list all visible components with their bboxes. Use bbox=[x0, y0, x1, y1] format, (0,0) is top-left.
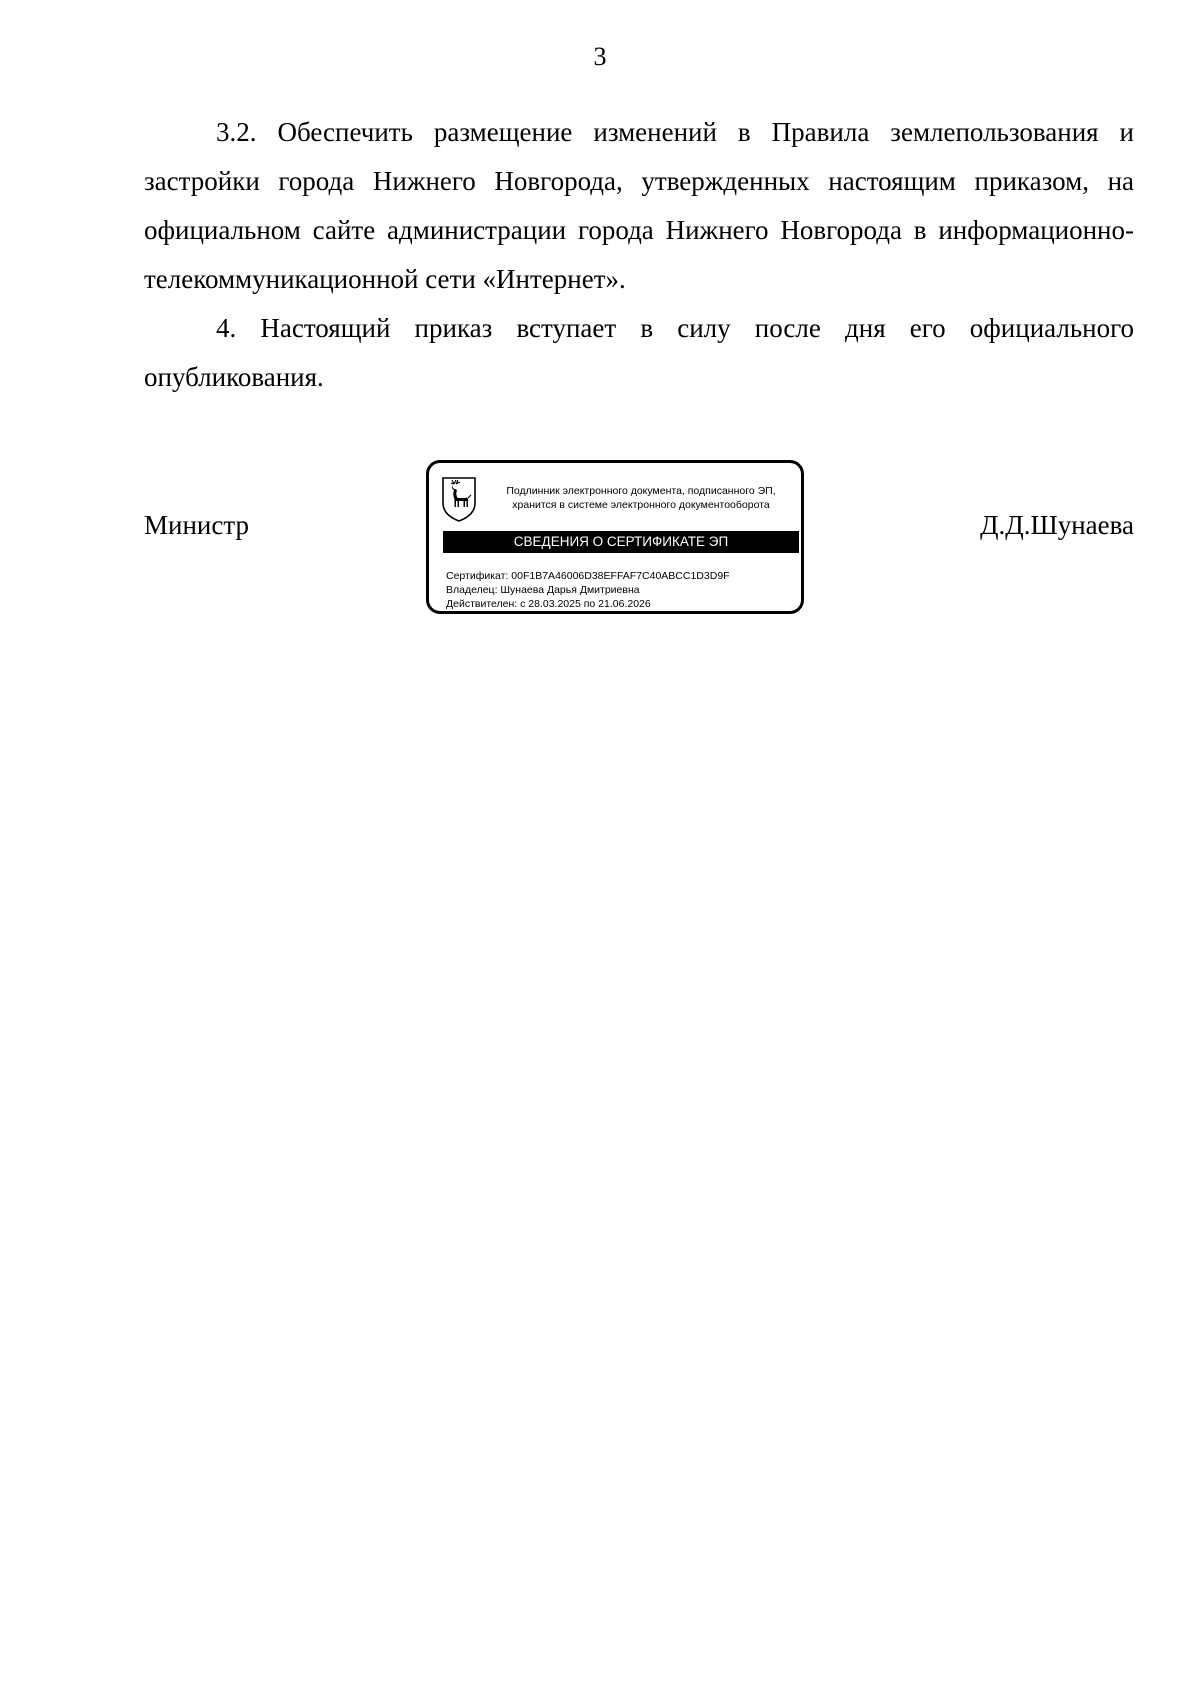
certificate-number: Сертификат: 00F1B7A46006D38EFFAF7C40ABCC1D3D9F bbox=[446, 570, 730, 582]
signatory-name: Д.Д.Шунаева bbox=[980, 510, 1134, 540]
stamp-header bbox=[483, 484, 799, 512]
certificate-owner: Владелец: Шунаева Дарья Дмитриевна bbox=[446, 584, 640, 596]
stamp-header-line: хранится в системе электронного документооборота bbox=[512, 499, 770, 511]
paragraph-3-2: 3.2. Обеспечить размещение изменений в Правила землепользования и застройки города Нижнего Новгорода, утвержденных настоящим приказом, на официальном сайте администрации города Нижнего Новгорода в информационно-телекоммуникационной сети «Интернет». bbox=[144, 117, 1134, 294]
stamp-certificate-details bbox=[446, 569, 730, 611]
certificate-validity: Действителен: с 28.03.2025 по 21.06.2026 bbox=[446, 598, 651, 610]
signatory-position: Министр bbox=[144, 510, 249, 540]
nizhny-novgorod-coat-of-arms-icon bbox=[441, 476, 477, 522]
stamp-header-line: Подлинник электронного документа, подписанного ЭП, bbox=[506, 485, 776, 497]
stamp-banner: СВЕДЕНИЯ О СЕРТИФИКАТЕ ЭП bbox=[443, 531, 799, 553]
document-body bbox=[144, 108, 1134, 402]
electronic-signature-stamp bbox=[426, 460, 804, 614]
page-number: 3 bbox=[593, 42, 607, 71]
paragraph-4: 4. Настоящий приказ вступает в силу после дня его официального опубликования. bbox=[144, 313, 1134, 392]
